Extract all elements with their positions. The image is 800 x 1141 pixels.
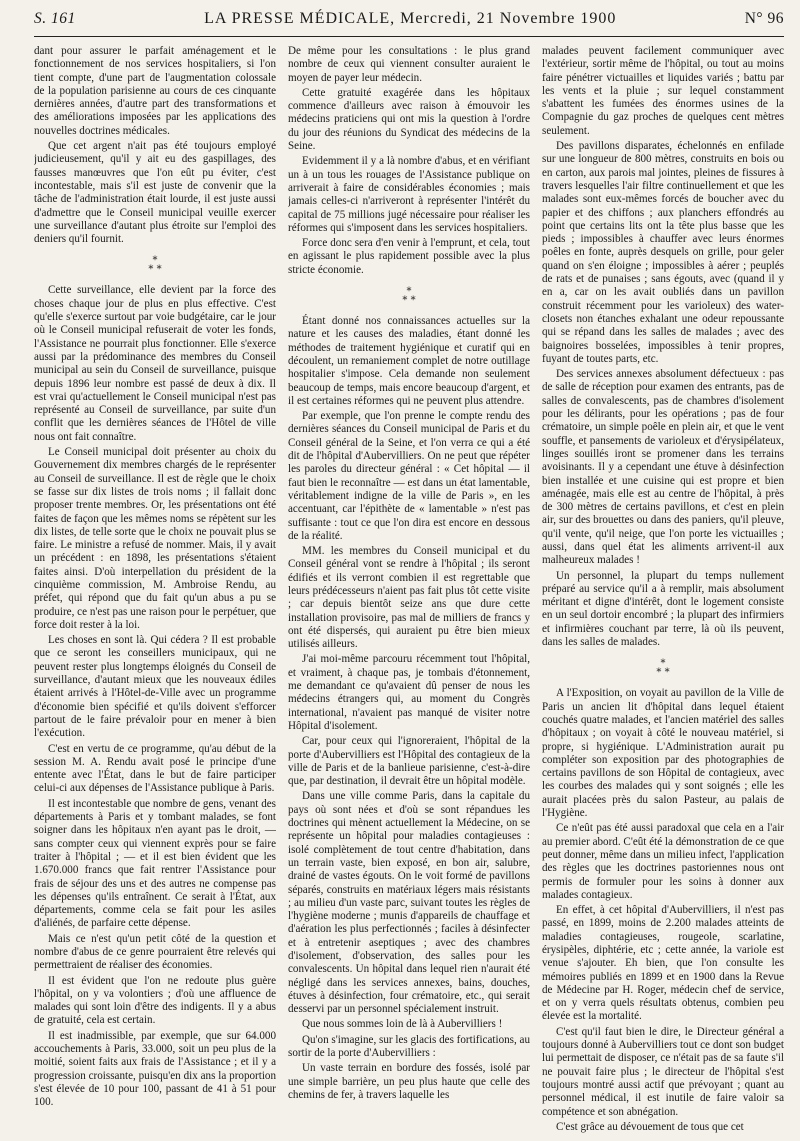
paragraph: Que nous sommes loin de là à Aubervilliers ! bbox=[302, 1018, 503, 1031]
paragraph: Force donc sera d'en venir à l'emprunt, et cela, tout en agissant le plus rapidement possible avec la plus stricte économie. bbox=[288, 237, 530, 276]
paragraph: Des pavillons disparates, échelonnés en enfilade sur une longueur de 800 mètres, construits en bois ou en carton, aux parois mal jointes, pleines de fissures à travers lesquelles l'air filtre continuellement et que les malades sont eux-mêmes forcés de boucher avec du papier et des chiffons ; aux planchers effondrés au point que certains lits ont la tête plus basse que les pieds ; impossibles à chauffer avec leurs énormes poêles en fonte, auprès desquels on grille, pour geler quand on s'en éloigne ; impossibles à aérer ; peuplés de rats et de punaises ; sans égouts, avec (quand il y en a, car on les avait oubliés dans un pavillon construit récemment pour les varioleux) des water-closets non étanches exhalant une odeur repoussante qui se répand dans les salles de malades ; avec des baignoires bosselées, impossibles à tenir propres, fuyant de toutes parts, etc. bbox=[542, 140, 784, 365]
paragraph: Cette gratuité exagérée dans les hôpitaux commence d'ailleurs avec raison à émouvoir les médecins praticiens qui ont mis la question à l'ordre du jour des réunions du Syndicat des médecins de la Seine. bbox=[288, 86, 530, 153]
page-header bbox=[34, 10, 784, 37]
paragraph: Evidemment il y a là nombre d'abus, et en vérifiant un à un tous les rouages de l'Assistance publique on arriverait à faire de considérables économies ; mais jamais celles-ci n'arriveront à représenter l'intérêt du capital de 75 millions jugé nécessaire pour réaliser les réformes qui s'imposent dans les services hospitaliers. bbox=[288, 155, 530, 234]
paragraph: Dans une ville comme Paris, dans la capitale du pays où sont nées et d'où se sont répandues les doctrines qui mènent actuellement la Médecine, on se représente un hôpital pour maladies contagieuses : isolé complètement de tout centre d'habitation, dans un terrain vaste, bien exposé, en bon air, salubre, drainé de vastes égouts. On le voit formé de pavillons séparés, construits en matériaux légers mais résistants ; au milieu d'un vaste parc, suivant toutes les règles de l'hygiène moderne ; munis d'appareils de chauffage et d'aération les plus perfectionnés ; faciles à désinfecter et à entretenir aseptiques ; avec des chambres d'isolement, d'observation, des salles pour les convalescents. Un hôpital dans lequel rien n'aurait été négligé dans les services annexes, bains, douches, étuves à désinfection, four crématoire, etc., qui serait desservi par un personnel spécialement instruit. bbox=[288, 790, 530, 1016]
paragraph: Les choses en sont là. Qui cédera ? Il est probable que ce seront les conseillers municipaux, qui ne peuvent rester plus longtemps éloignés du Conseil de surveillance, d'autant mieux que les nouveaux édiles étaient arrivés à l'Hôtel-de-Ville avec un programme d'économie bien spécifié et qu'ils doivent s'efforcer partout de le faire prévaloir pour en mener à bien l'exécution. bbox=[34, 634, 276, 740]
paragraph: Qu'on s'imagine, sur les glacis des fortifications, au sortir de la porte d'Aubervilliers : bbox=[288, 1033, 530, 1060]
paragraph: C'est qu'il faut bien le dire, le Directeur général a toujours donné à Aubervilliers tout ce dont son budget lui permettait de disposer, ce n'était pas de sa faute s'il ne pouvait faire plus ; le directeur de l'hôpital s'est toujours montré aussi actif que prévoyant ; quant au personnel médical, il est inutile de faire valoir sa compétence et son abnégation. bbox=[542, 1025, 784, 1118]
paragraph: Il est incontestable que nombre de gens, venant des départements à Paris et y tombant malades, se font soigner dans les hôpitaux n'en ayant pas le droit, — sans compter ceux qui viennent exprès pour se faire traiter à l'hôpital ; — et il est bien évident que les 1.670.000 francs que fait rentrer l'Assistance pour frais de séjour des uns et des autres ne compense pas les dépenses qu'ils entraînent. Ce serait à l'État, aux départements, comme cela se fait pour les asiles d'aliénés, de parfaire cette dépense. bbox=[34, 797, 276, 930]
paragraph: Un vaste terrain en bordure des fossés, isolé par une simple barrière, un peu plus haute que celle des chemins de fer, à travers laquelle les bbox=[288, 1062, 530, 1101]
page-number: S. 161 bbox=[34, 10, 76, 27]
paragraph: C'est grâce au dévouement de tous que cet bbox=[556, 1120, 744, 1133]
paragraph: Un personnel, la plupart du temps nullement préparé au service qu'il a à remplir, mais absolument méritant et digne d'intérêt, dont le logement consiste en un seul dortoir encombré ; la plupart des infirmiers et infirmières couchant par terre, là où ils peuvent, dans les salles de malades. bbox=[542, 569, 784, 649]
paragraph: C'est en vertu de ce programme, qu'au début de la session M. A. Rendu avait posé le principe d'une entente avec l'État, dans le but de faire participer celui-ci aux dépenses de l'Assistance publique à Paris. bbox=[34, 742, 276, 795]
paragraph: Des services annexes absolument défectueux : pas de salle de réception pour examen des entrants, pas de salles de convalescents, pas de chambres d'isolement pour les délirants, pour les opérations ; pas de four crématoire, un simple poêle en plein air, et que le vent souffle, et pansements de varioleux et d'érysipélateux, linges souillés iront se promener dans les terrains avoisinants. Il y a cependant une étuve à désinfection bien installée et une cuisine qui est propre et bien aménagée, mais elle est au centre de l'hôpital, à près de 300 mètres de certains pavillons, et c'est en plein air, sur des brouettes ou dans des paniers, qu'il pleuve, qu'il vente, qu'il neige, que l'on porte les victuailles ; aussi, dans quel état les aliments arrivent-il aux malheureux malades ! bbox=[542, 368, 784, 567]
column-3 bbox=[542, 45, 784, 1133]
column-2 bbox=[288, 45, 530, 1133]
paragraph: Ce n'eût pas été aussi paradoxal que cela en a l'air au premier abord. C'eût été la démonstration de ce que peut donner, même dans un milieu infect, l'application des règles que les doctrines pastoriennes nous ont permis de formuler pour les soins à donner aux malades contagieux. bbox=[542, 822, 784, 901]
paragraph: Par exemple, que l'on prenne le compte rendu des dernières séances du Conseil municipal de Paris et du Conseil général de la Seine, et l'on verra ce qui a été dit de l'hôpital d'Aubervilliers. On ne peut que répéter les paroles du directeur général : « Cet hôpital — il faut bien le reconnaître — est dans un état lamentable, véritablement indigne de la ville de Paris », en les accentuant, car l'épithète de « lamentable » n'est pas suffisante : tout ce que l'on dira est encore en dessous de la réalité. bbox=[288, 410, 530, 542]
paragraph: Le Conseil municipal doit présenter au choix du Gouvernement dix membres chargés de le représenter au Conseil de surveillance. Il est de règle que le choix se fasse sur dix listes de trois noms ; il fallait donc proposer trente membres. Or, les présentations ont été faites de façon que les mêmes noms se répètent sur les dix listes, de telle sorte que le choix ne pouvait plus se faire. Le ministre a refusé de nommer. Mais, il y avait un précédent : en 1898, les présentations s'étaient faites ainsi. D'où interpellation du président de la cinquième commission, M. Ambroise Rendu, au préfet, qui répond que du fait qu'un abus a pu se produire, ce n'est pas une raison pour le perpétuer, que force doit rester à la loi. bbox=[34, 446, 276, 631]
paragraph: Il est inadmissible, par exemple, que sur 64.000 accouchements à Paris, 33.000, soit un peu plus de la moitié, soient faits aux frais de l'Assistance ; et il y a progression croissante, puisqu'en dix ans la proportion s'est élevée de 10 pour 100, passant de 41 à 51 pour 100. bbox=[34, 1029, 276, 1109]
paragraph: malades peuvent facilement communiquer avec l'extérieur, sortir même de l'hôpital, ou tout au moins faire pénétrer victuailles et liquides variés ; battu par les vents et la pluie ; sur lequel constamment s'abattent les fumées des énormes usines de la Compagnie du gaz proches de quelques cent mètres seulement. bbox=[542, 45, 784, 137]
section-separator: * * * bbox=[402, 286, 416, 307]
paragraph: dant pour assurer le parfait aménagement et le fonctionnement de nos services hospitaliers, si l'on tient compte, d'une part de l'augmentation colossale de la population parisienne au cours de ces cinquante dernières années, d'autre part des transformations et des améliorations imposées par les applications des nouvelles doctrines médicales. bbox=[34, 45, 276, 137]
paragraph: Cette surveillance, elle devient par la force des choses chaque jour de plus en plus effective. C'est qu'elle s'exerce surtout par voie budgétaire, car le jour où le Conseil municipal refuserait de voter les fonds, l'Assistance ne pourrait plus fonctionner. Elle s'exerce aussi par la prédominance des membres du Conseil municipal au sein du Conseil de surveillance, puisque depuis 1896 leur nombre est passé de deux à dix. Il est vrai qu'actuellement le Conseil municipal n'est pas représenté au Conseil de surveillance, par suite d'un conflit que les dernières séances de l'Hôtel de ville nous ont fait connaître. bbox=[34, 284, 276, 443]
paragraph: MM. les membres du Conseil municipal et du Conseil général vont se rendre à l'hôpital ; ils seront édifiés et ils verront combien il est regrettable que leurs prédécesseurs n'aient pas fait plus tôt cette visite ; car depuis bientôt seize ans que dure cette installation provisoire, pas mal de milliers de francs y ont été dispersés, qui auraient pu être bien mieux utilisés ailleurs. bbox=[288, 545, 530, 651]
issue-number: N° 96 bbox=[744, 10, 784, 27]
paragraph: Il est évident que l'on ne redoute plus guère l'hôpital, on y va volontiers ; d'où une affluence de malades qui sont loin d'être des indigents. Il y a abus de gratuité, cela est certain. bbox=[34, 974, 276, 1027]
paragraph: Mais ce n'est qu'un petit côté de la question et nombre d'abus de ce genre pourraient être relevés qui permettraient de réaliser des économies. bbox=[34, 932, 276, 972]
paragraph: Car, pour ceux qui l'ignoreraient, l'hôpital de la porte d'Aubervilliers est l'Hôpital des contagieux de la ville de Paris et de la banlieue parisienne, c'est-à-dire que, par destination, il devrait être un hôpital modèle. bbox=[288, 735, 530, 788]
paragraph: Que cet argent n'ait pas été toujours employé judicieusement, qu'il y ait eu des gaspillages, des fausses manœuvres que l'on eût pu éviter, c'est incontestable, mais s'il est juste de convenir que la tâche de l'administration était lourde, il est juste aussi d'admettre que le Conseil municipal veuille exercer une surveillance d'autant plus étroite sur l'emploi des deniers qu'il fournit. bbox=[34, 140, 276, 246]
paragraph: De même pour les consultations : le plus grand nombre de ceux qui viennent consulter auraient le moyen de payer leur médecin. bbox=[288, 45, 530, 84]
journal-title: LA PRESSE MÉDICALE, Mercredi, 21 Novembre 1900 bbox=[204, 10, 617, 27]
section-separator: * * * bbox=[656, 658, 670, 679]
paragraph: A l'Exposition, on voyait au pavillon de la Ville de Paris un ancien lit d'hôpital dans lequel étaient couchés quatre malades, et l'ancien matériel des salles d'hôpitaux ; on voyait à côté le nouveau matériel, si propre, si hygiénique. L'Administration aurait pu compléter son exposition par des photographies de certains pavillons de son Hôpital de contagieux, avec les courbes des malades qui y sont soignés ; elle les aurait placées près du salon Pasteur, au palais de l'Hygiène. bbox=[542, 687, 784, 820]
paragraph: Étant donné nos connaissances actuelles sur la nature et les causes des maladies, étant donné les méthodes de traitement hygiénique et curatif qui en découlent, un remaniement complet de notre outillage hospitalier s'impose. Cela demande non seulement beaucoup de temps, mais encore beaucoup d'argent, et il est certaines réformes qui ne peuvent plus attendre. bbox=[288, 315, 530, 407]
column-1 bbox=[34, 45, 276, 1133]
text-columns bbox=[34, 45, 784, 1133]
section-separator: * * * bbox=[148, 255, 162, 276]
paragraph: J'ai moi-même parcouru récemment tout l'hôpital, et vraiment, à chaque pas, je tombais d'étonnement, me demandant ce qu'avaient dû penser de nous les médecins étrangers qui, au moment du Congrès international, n'avaient pas manqué de visiter notre Hôpital d'isolement. bbox=[288, 653, 530, 732]
paragraph: En effet, à cet hôpital d'Aubervilliers, il n'est pas passé, en 1899, moins de 2.200 malades atteints de maladies contagieuses, rougeole, scarlatine, érysipèles, diphtérie, etc ; cette année, la variole est venue s'ajouter. Eh bien, que l'on consulte les mémoires publiés en 1899 et en 1900 dans la Revue de Médecine par H. Roger, médecin chef de service, et on y verra quels résultats obtenus, combien peu élevée est la mortalité. bbox=[542, 904, 784, 1023]
